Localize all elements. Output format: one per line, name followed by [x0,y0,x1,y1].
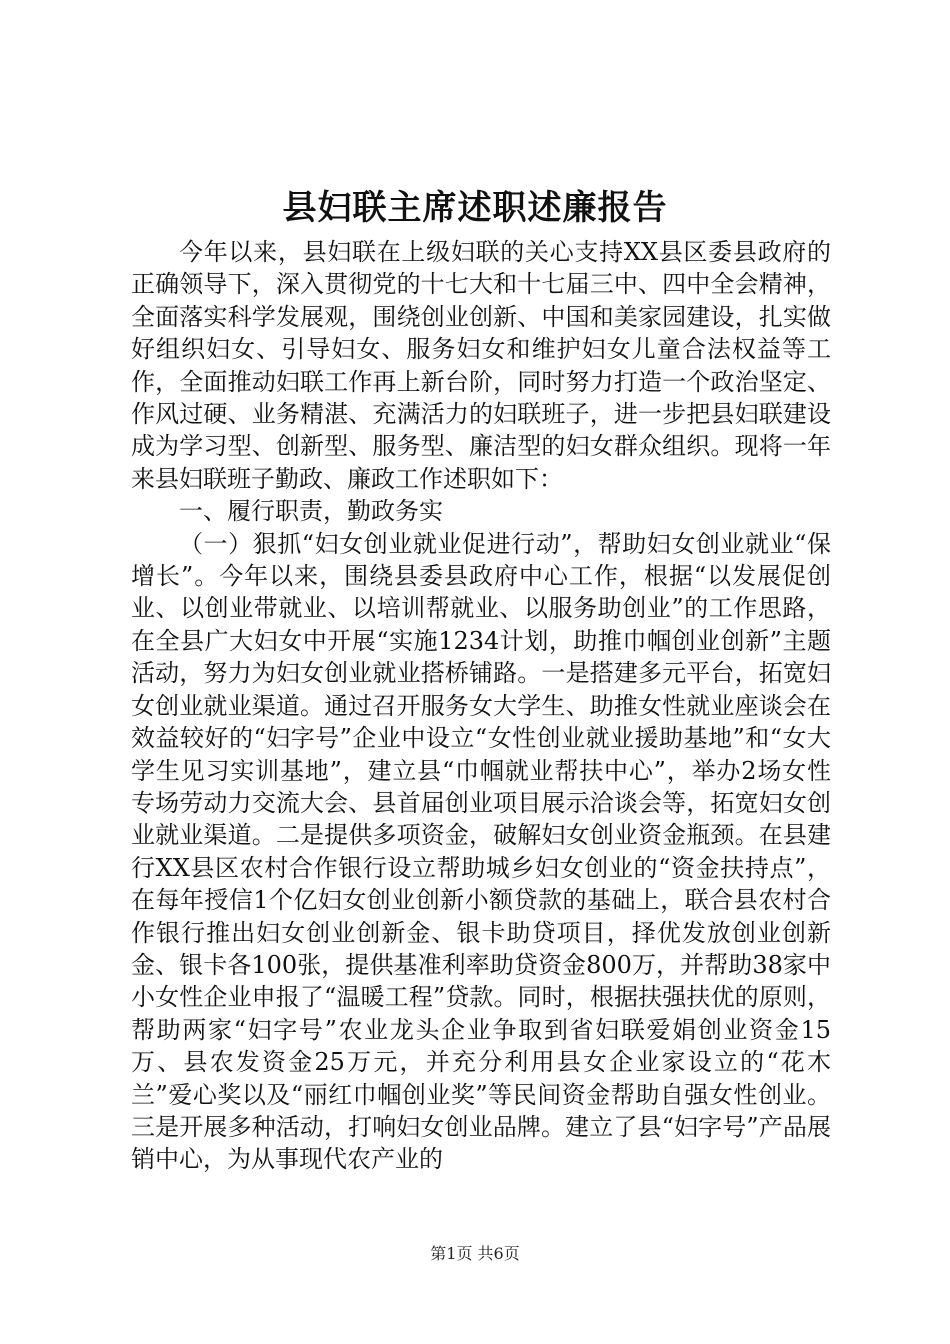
paragraph-section-1-1: （一）狠抓“妇女创业就业促进行动”，帮助妇女创业就业“保增长”。今年以来，围绕县委县政府中心工作，根据“以发展促创业、以创业带就业、以培训帮就业、以服务助创业”的工作思路，在全县广大妇女中开展“实施1234计划，助推巾帼创业创新”主题活动，努力为妇女创业就业搭桥铺路。一是搭建多元平台，拓宽妇女创业就业渠道。通过召开服务女大学生、助推女性就业座谈会在效益较好的“妇字号”企业中设立“女性创业就业援助基地”和“女大学生见习实训基地”，建立县“巾帼就业帮扶中心”，举办2场女性专场劳动力交流大会、县首届创业项目展示洽谈会等，拓宽妇女创业就业渠道。二是提供多项资金，破解妇女创业资金瓶颈。在县建行XX县区农村合作银行设立帮助城乡妇女创业的“资金扶持点”，在每年授信1个亿妇女创业创新小额贷款的基础上，联合县农村合作银行推出妇女创业创新金、银卡助贷项目，择优发放创业创新金、银卡各100张，提供基准利率助贷资金800万，并帮助38家中小女性企业申报了“温暖工程”贷款。同时，根据扶强扶优的原则，帮助两家“妇字号”农业龙头企业争取到省妇联爱娟创业资金15万、县农发资金25万元，并充分利用县女企业家设立的“花木兰”爱心奖以及“丽红巾帼创业奖”等民间资金帮助自强女性创业。三是开展多种活动，打响妇女创业品牌。建立了县“妇字号”产品展销中心，为从事现代农产业的 [131,529,831,1174]
section-heading-1: 一、履行职责，勤政务实 [179,497,443,526]
document-body [131,236,831,1176]
page-footer: 第1页 共6页 [430,1244,520,1263]
document-title: 县妇联主席述职述廉报告 [282,188,668,228]
paragraph-intro: 今年以来，县妇联在上级妇联的关心支持XX县区委县政府的正确领导下，深入贯彻党的十七大和十七届三中、四中全会精神，全面落实科学发展观，围绕创业创新、中国和美家园建设，扎实做好组织妇女、引导妇女、服务妇女和维护妇女儿童合法权益等工作，全面推动妇联工作再上新台阶，同时努力打造一个政治坚定、作风过硬、业务精湛、充满活力的妇联班子，进一步把县妇联建设成为学习型、创新型、服务型、廉洁型的妇女群众组织。现将一年来县妇联班子勤政、廉政工作述职如下： [131,238,831,493]
